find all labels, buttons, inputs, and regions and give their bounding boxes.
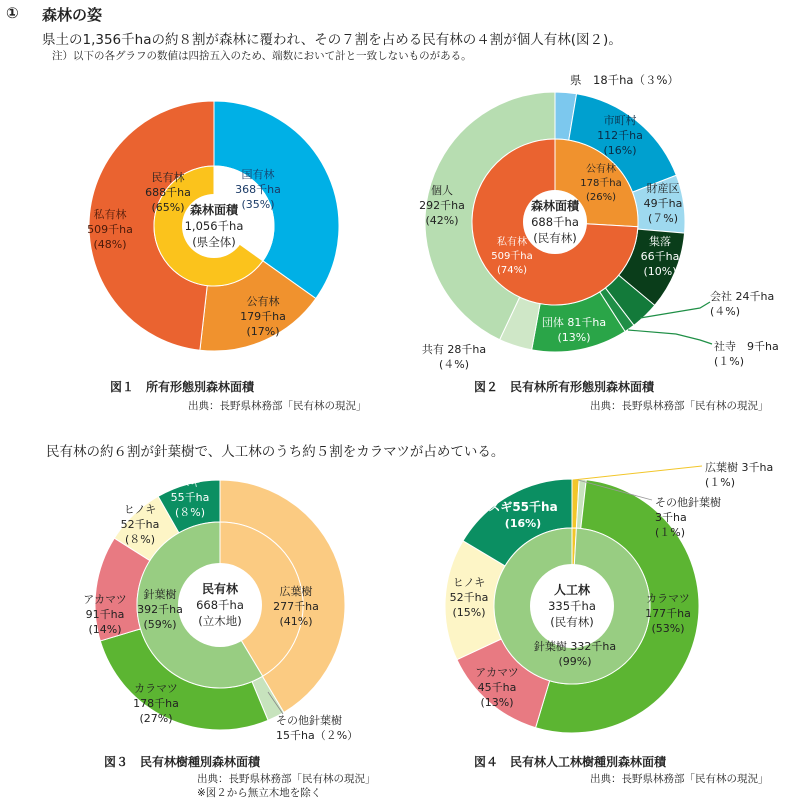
fig2-label-shiyu-line-1: 509千ha	[491, 251, 533, 262]
fig1-label-shiyu-line-2: (48%)	[93, 238, 127, 251]
fig4-center-label-line-1: 335千ha	[548, 599, 596, 613]
fig2-leader-shaji	[628, 330, 712, 344]
fig4-center-label-line-0: 人工林	[553, 583, 591, 597]
fig2-caption: 図２ 民有林所有形態別森林面積	[474, 380, 655, 394]
fig2-source: 出典：長野県林務部「民有林の現況」	[590, 400, 769, 412]
fig4-label-shinyoju-line-1: (99%)	[558, 655, 592, 668]
fig1-label-minyu-line-0: 民有林	[151, 171, 185, 184]
intro-text: 県土の1,356千haの約８割が森林に覆われ、その７割を占める民有林の４割が個人有林(図２)。	[42, 32, 622, 48]
fig4-label-karamatsu	[645, 592, 691, 635]
fig2-label-kaisha	[710, 289, 774, 318]
fig2-label-shiyu-line-2: (74%)	[496, 265, 528, 276]
fig3-center-label-line-1: 668千ha	[196, 598, 244, 612]
fig1-center-label-line-0: 森林面積	[189, 203, 239, 217]
fig1-label-kokuyu-line-2: (35%)	[241, 198, 275, 211]
fig4-label-hinoki-line-1: 52千ha	[449, 591, 489, 604]
fig3-label-sugi-line-1: 55千ha	[170, 491, 210, 504]
fig3-label-sonota-line-1: 15千ha（２%）	[276, 729, 359, 742]
fig2-label-shaji	[714, 339, 779, 368]
fig3-caption: 図３ 民有林樹種別森林面積	[104, 755, 261, 769]
section-number: ①	[6, 4, 19, 22]
fig3-label-shinyoju-line-2: (59%)	[143, 618, 177, 631]
fig4-source: 出典：長野県林務部「民有林の現況」	[590, 773, 769, 785]
fig2-label-shiyu-line-0: 私有林	[497, 237, 527, 248]
fig1-label-kokuyu	[235, 167, 281, 211]
fig1-label-kokuyu-line-1: 368千ha	[235, 183, 281, 196]
fig2-label-shaji-line-1: (１%)	[714, 355, 745, 368]
fig4-label-hinoki-line-0: ヒノキ	[452, 576, 486, 589]
fig2-label-kojin-line-2: (42%)	[425, 214, 459, 227]
fig2-label-zaisanku-line-0: 財産区	[646, 182, 680, 195]
fig2-label-kouyu-line-1: 178千ha	[580, 178, 622, 189]
fig4-center-label	[548, 582, 596, 629]
fig2-label-zaisanku	[644, 181, 683, 225]
fig3-center-label-line-0: 民有林	[201, 582, 239, 596]
fig3-label-hinoki-line-2: (８%)	[124, 533, 156, 546]
fig4-caption: 図４ 民有林人工林樹種別森林面積	[474, 755, 667, 769]
fig3-center-label	[196, 581, 244, 628]
fig4-leader-kouyoju	[573, 466, 702, 480]
fig1-label-kouyu-line-0: 公有林	[246, 295, 280, 308]
fig3-label-shinyoju-line-0: 針葉樹	[143, 588, 177, 601]
fig4-label-akamatsu-line-0: アカマツ	[475, 666, 519, 679]
fig3-label-karamatsu-line-1: 178千ha	[133, 697, 179, 710]
fig1-label-kouyu-line-2: (17%)	[246, 325, 280, 338]
fig2-label-dantai-line-0: 団体 81千ha	[541, 316, 607, 329]
fig1-center-label	[185, 202, 244, 249]
fig4-label-sonota-line-0: その他針葉樹	[655, 496, 721, 509]
fig4-label-shinyoju-line-0: 針葉樹 332千ha	[533, 640, 617, 653]
fig4-label-akamatsu-line-2: (13%)	[480, 696, 514, 709]
fig2-label-kaisha-line-1: (４%)	[710, 305, 741, 318]
fig2-label-ken	[570, 73, 679, 87]
fig4-label-sonota-line-2: (１%)	[655, 526, 686, 539]
fig2-label-shichoson-line-1: 112千ha	[597, 129, 643, 142]
fig1-label-kouyu	[240, 294, 286, 338]
fig2-label-shichoson-line-2: (16%)	[603, 144, 637, 157]
fig3-source: 出典：長野県林務部「民有林の現況」	[197, 773, 376, 785]
fig3-label-hinoki-line-0: ヒノキ	[123, 503, 157, 516]
fig4-label-sugi-line-1: (16%)	[504, 517, 542, 530]
fig3-label-shinyoju	[137, 587, 183, 631]
fig1-center-label-line-1: 1,056千ha	[184, 219, 244, 233]
fig3-center-label-line-2: (立木地)	[198, 614, 242, 628]
fig2-label-kojin-line-1: 292千ha	[419, 199, 465, 212]
fig2-center-label	[531, 198, 580, 245]
fig2-label-kaisha-line-0: 会社 24千ha	[710, 290, 775, 303]
fig1-label-shiyu	[87, 207, 133, 251]
fig2-label-shuraku-line-1: 66千ha	[640, 250, 680, 263]
fig1-label-kokuyu-line-0: 国有林	[241, 168, 275, 181]
fig3-label-karamatsu	[133, 682, 179, 725]
fig2-label-zaisanku-line-1: 49千ha	[643, 197, 683, 210]
fig3-label-akamatsu-line-0: アカマツ	[83, 593, 127, 606]
fig3-label-sugi-line-0: スギ	[179, 476, 201, 489]
fig2-label-kojin-line-0: 個人	[431, 184, 453, 197]
fig3-label-akamatsu-line-2: (14%)	[88, 623, 122, 636]
fig2-label-shuraku-line-2: (10%)	[643, 265, 677, 278]
intro2-text: 民有林の約６割が針葉樹で、人工林のうち約５割をカラマツが占めている。	[46, 444, 505, 460]
fig3-label-kouyoju-line-1: 277千ha	[273, 600, 319, 613]
fig4-label-karamatsu-line-1: 177千ha	[645, 607, 691, 620]
fig3-label-sonota	[276, 713, 358, 742]
fig2-label-shiyu	[491, 235, 533, 276]
fig4-label-hinoki-line-2: (15%)	[452, 606, 486, 619]
fig4-center-label-line-2: (民有林)	[550, 615, 594, 629]
fig1-label-kouyu-line-1: 179千ha	[240, 310, 286, 323]
fig2-label-dantai-line-1: (13%)	[557, 331, 591, 344]
fig2-label-kouyu	[580, 162, 622, 203]
fig3-label-kouyoju-line-2: (41%)	[279, 615, 313, 628]
fig4-label-sonota	[655, 495, 721, 539]
fig2-label-shaji-line-0: 社寺 9千ha	[714, 340, 779, 353]
fig1-label-minyu-line-1: 688千ha	[145, 186, 191, 199]
fig2-label-kouyu-line-0: 公有林	[586, 164, 616, 175]
fig1-center-label-line-2: (県全体)	[192, 235, 236, 249]
fig2-label-kyouyu	[422, 342, 486, 371]
fig2-center-label-line-1: 688千ha	[531, 215, 579, 229]
fig2-label-shuraku-line-0: 集落	[649, 235, 671, 248]
fig3-label-sonota-line-0: その他針葉樹	[276, 714, 342, 727]
fig2-label-kyouyu-line-0: 共有 28千ha	[421, 343, 487, 356]
fig4-label-kouyoju-line-0: 広葉樹 3千ha	[705, 461, 774, 474]
fig4-label-akamatsu	[475, 666, 519, 709]
fig4-label-kouyoju	[705, 460, 773, 489]
fig3-label-sugi-line-2: (８%)	[174, 506, 206, 519]
fig1-label-minyu	[145, 170, 191, 214]
fig4-label-sugi-line-0: スギ55千ha	[488, 500, 558, 514]
fig4-label-sonota-line-1: 3千ha	[655, 511, 687, 524]
fig4-label-kouyoju-line-1: (１%)	[705, 476, 736, 489]
fig2-label-kouyu-line-2: (26%)	[585, 192, 617, 203]
fig3-label-kouyoju	[273, 584, 319, 628]
fig2-label-shichoson	[597, 113, 643, 157]
fig3-label-hinoki	[121, 503, 160, 546]
fig1-caption: 図１ 所有形態別森林面積	[110, 380, 255, 394]
fig1-label-shiyu-line-1: 509千ha	[87, 223, 133, 236]
fig3-label-karamatsu-line-0: カラマツ	[134, 682, 178, 695]
fig3-label-karamatsu-line-2: (27%)	[139, 712, 173, 725]
fig2-label-shichoson-line-0: 市町村	[603, 114, 637, 127]
fig4-label-karamatsu-line-2: (53%)	[651, 622, 685, 635]
section-title: 森林の姿	[42, 6, 103, 24]
note-text: 注）以下の各グラフの数値は四捨五入のため、端数において計と一致しないものがある。	[52, 50, 472, 62]
fig2-label-zaisanku-line-2: (７%)	[647, 212, 679, 225]
fig3-label-akamatsu-line-1: 91千ha	[85, 608, 125, 621]
fig3-note: ※図２から無立木地を除く	[197, 787, 322, 799]
fig1-source: 出典：長野県林務部「民有林の現況」	[188, 400, 367, 412]
fig3-label-hinoki-line-1: 52千ha	[120, 518, 160, 531]
fig4-label-hinoki	[450, 576, 489, 619]
fig2-label-kyouyu-line-1: (４%)	[438, 358, 470, 371]
fig3-label-kouyoju-line-0: 広葉樹	[279, 585, 313, 598]
fig3-label-akamatsu	[83, 593, 127, 636]
fig4-label-akamatsu-line-1: 45千ha	[477, 681, 517, 694]
fig1-label-minyu-line-2: (65%)	[151, 201, 185, 214]
fig3-label-shinyoju-line-1: 392千ha	[137, 603, 183, 616]
fig2-center-label-line-2: (民有林)	[533, 231, 577, 245]
fig2-center-label-line-0: 森林面積	[530, 199, 580, 213]
fig2-label-ken-line-0: 県 18千ha（３%）	[570, 73, 679, 87]
fig4-label-karamatsu-line-0: カラマツ	[646, 592, 690, 605]
fig1-label-shiyu-line-0: 私有林	[93, 208, 127, 221]
